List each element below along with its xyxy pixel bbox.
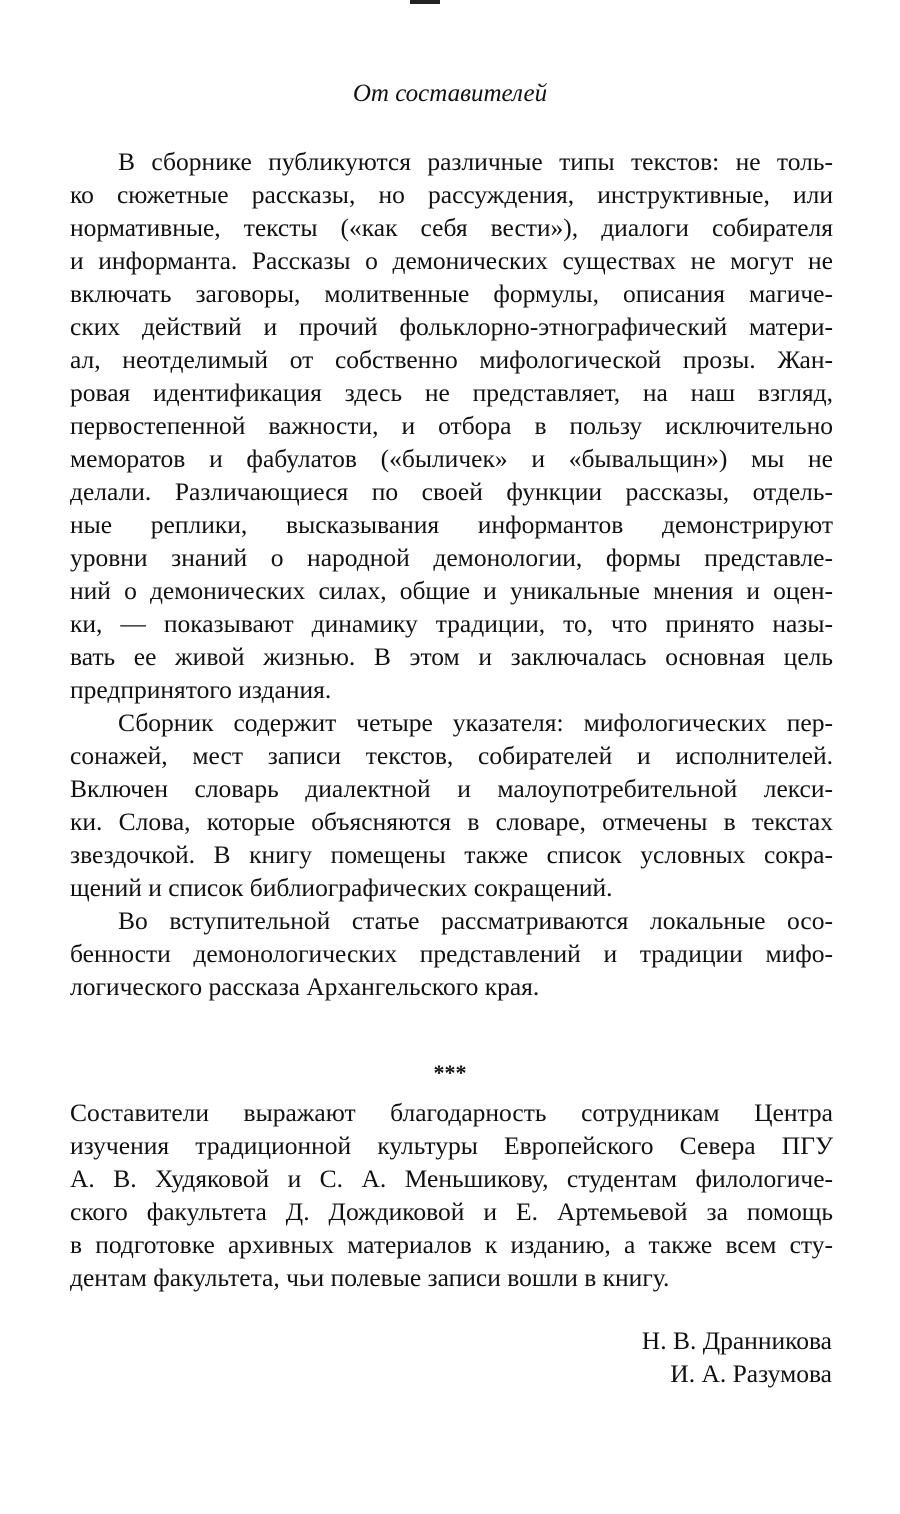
text-line: ки. Слова, которые объясняются в словаре, отмечены в текстах: [70, 807, 833, 836]
text-line: ко сюжетные рассказы, но рассуждения, инструктивные, или: [70, 180, 833, 209]
acknowledgement-line: Составители выражают благодарность сотрудникам Центра: [70, 1098, 833, 1127]
text-line: ные реплики, высказывания информантов демонстрируют: [70, 510, 833, 539]
text-line: первостепенной важности, и отбора в пользу исключительно: [70, 411, 833, 440]
text-line: предпринятого издания.: [70, 675, 332, 704]
text-line: Во вступительной статье рассматриваются локальные осо-: [118, 906, 833, 935]
text-line: щений и список библиографических сокращений.: [70, 873, 613, 902]
text-line: Включен словарь диалектной и малоупотребительной лекси-: [70, 774, 833, 803]
text-line: сонажей, мест записи текстов, собирателей и исполнителей.: [70, 741, 833, 770]
text-line: ний о демонических силах, общие и уникальные мнения и оцен-: [70, 576, 833, 605]
author-signature: И. А. Разумова: [670, 1359, 832, 1388]
text-line: включать заговоры, молитвенные формулы, описания магиче-: [70, 279, 833, 308]
text-line: логического рассказа Архангельского края.: [70, 972, 540, 1001]
text-line: Сборник содержит четыре указателя: мифологических пер-: [118, 708, 833, 737]
acknowledgement-line: в подготовке архивных материалов к изданию, а также всем сту-: [70, 1230, 833, 1259]
text-line: звездочкой. В книгу помещены также список условных сокра-: [70, 840, 833, 869]
page-title: От составителей: [352, 80, 548, 107]
text-line: ки, — показывают динамику традиции, то, что принято назы-: [70, 609, 833, 638]
text-line: ровая идентификация здесь не представляет, на наш взгляд,: [70, 378, 833, 407]
text-line: ских действий и прочий фольклорно-этнографический матери-: [70, 312, 833, 341]
section-separator: ***: [433, 1060, 467, 1085]
signatures: [642, 1324, 832, 1390]
text-line: делали. Различающиеся по своей функции рассказы, отдель-: [70, 477, 833, 506]
text-line: и информанта. Рассказы о демонических существах не могут не: [70, 246, 833, 275]
author-signature: Н. В. Дранникова: [641, 1326, 832, 1355]
acknowledgement-line: ского факультета Д. Дождиковой и Е. Артемьевой за помощь: [70, 1197, 833, 1226]
main-text: [70, 145, 833, 1003]
text-line: бенности демонологических представлений и традиции мифо-: [70, 939, 833, 968]
text-line: меморатов и фабулатов («быличек» и «бывальщин») мы не: [70, 444, 833, 473]
text-line: нормативные, тексты («как себя вести»), диалоги собирателя: [70, 213, 833, 242]
text-line: ал, неотделимый от собственно мифологической прозы. Жан-: [70, 345, 833, 374]
acknowledgement: [70, 1096, 833, 1294]
acknowledgement-line: изучения традиционной культуры Европейского Севера ПГУ: [70, 1131, 833, 1160]
acknowledgement-line: А. В. Худяковой и С. А. Меньшикову, студентам филологиче-: [70, 1164, 833, 1193]
text-line: вать ее живой жизнью. В этом и заключалась основная цель: [70, 642, 833, 671]
acknowledgement-line: дентам факультета, чьи полевые записи вошли в книгу.: [70, 1263, 670, 1292]
page-top-mark: [410, 0, 440, 4]
text-line: уровни знаний о народной демонологии, формы представле-: [70, 543, 833, 572]
text-line: В сборнике публикуются различные типы текстов: не толь-: [118, 147, 833, 176]
